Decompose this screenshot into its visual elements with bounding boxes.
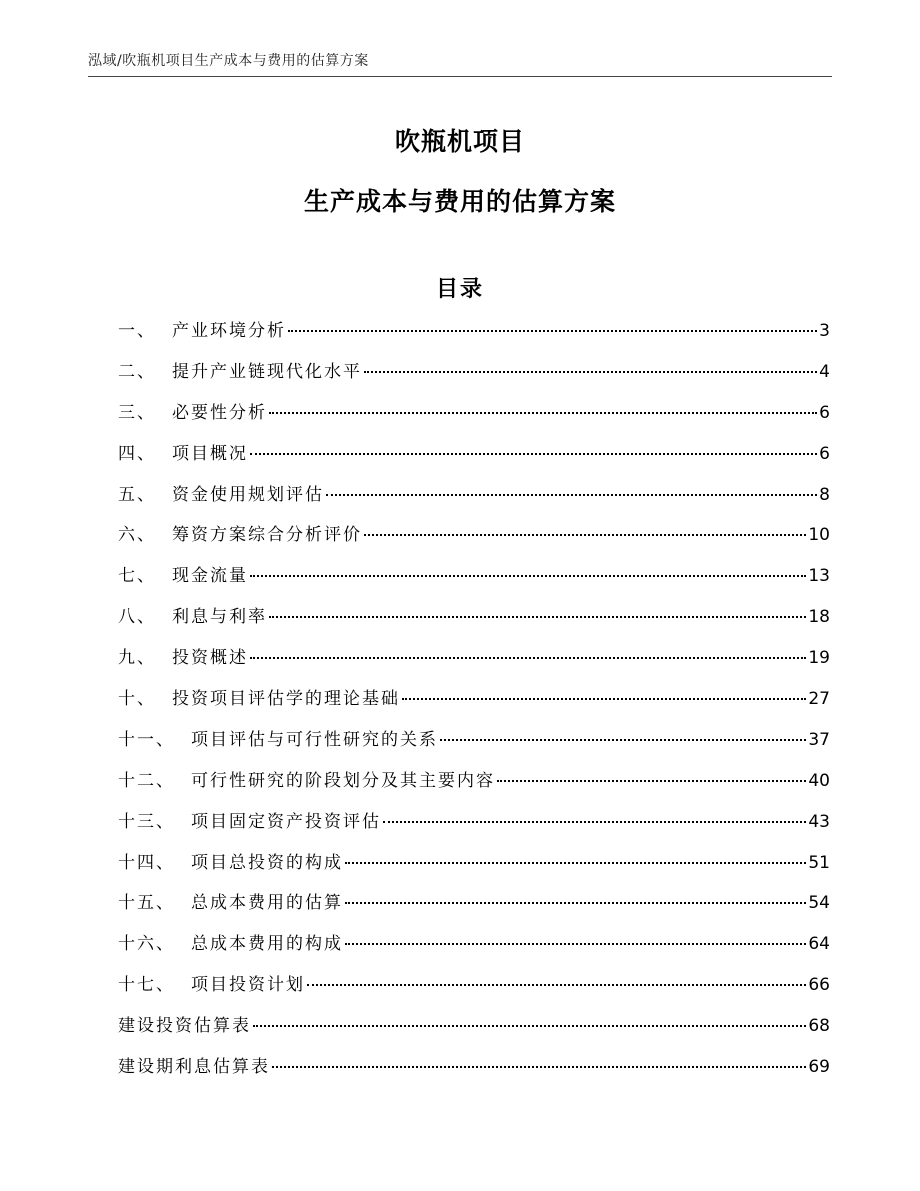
toc-dot-leader [250,453,817,455]
document-title-line-1: 吹瓶机项目 [394,127,525,156]
toc-dot-leader [497,780,806,782]
toc-entry-page: 4 [819,361,830,382]
toc-heading: 目录 [435,277,484,302]
toc-entry-title: 可行性研究的阶段划分及其主要内容 [191,770,495,791]
toc-entry-page: 18 [808,607,830,628]
toc-entry-number: 十三、 [118,811,175,832]
toc-entry-page: 8 [819,484,830,505]
toc-dot-leader [307,984,806,986]
toc-entry-page: 27 [808,689,830,710]
toc-entry-number: 十五、 [118,893,175,914]
toc-entry-title: 投资项目评估学的理论基础 [172,689,400,710]
toc-entry-page: 19 [808,648,830,669]
header-rule [88,76,832,77]
toc-dot-leader [364,371,817,373]
toc-entry-page: 6 [819,443,830,464]
toc-dot-leader [250,575,806,577]
toc-entry-number: 六、 [118,525,156,546]
toc-entry[interactable] [118,725,830,766]
toc-entry[interactable] [118,439,830,480]
toc-entry-number: 十二、 [118,770,175,791]
toc-dot-leader [272,1066,806,1068]
toc-entry-number: 七、 [118,566,156,587]
toc-entry[interactable] [118,643,830,684]
toc-entry[interactable] [118,561,830,602]
toc-entry[interactable] [118,684,830,725]
toc-entry-number: 十一、 [118,729,175,750]
toc-entry-title: 必要性分析 [172,402,267,423]
toc-dot-leader [326,494,817,496]
toc-entry[interactable] [118,888,830,929]
toc-entry-page: 40 [808,770,830,791]
toc-entry-number: 二、 [118,361,156,382]
toc-entry-title: 资金使用规划评估 [172,484,324,505]
toc-dot-leader [345,943,806,945]
toc-dot-leader [288,330,817,332]
toc-entry-number: 十六、 [118,934,175,955]
toc-dot-leader [269,616,806,618]
toc-entry[interactable] [118,929,830,970]
toc-entry-title: 项目投资计划 [191,975,305,996]
toc-dot-leader [440,739,806,741]
toc-entry-number: 一、 [118,321,156,341]
toc-entry-number: 五、 [118,484,156,505]
toc-entry-number: 十七、 [118,975,175,996]
toc-dot-leader [253,1025,806,1027]
toc-entry-page: 10 [808,525,830,546]
toc-dot-leader [345,902,806,904]
toc-entry-title: 项目评估与可行性研究的关系 [191,729,438,750]
toc-entry-page: 66 [808,975,830,996]
toc-entry-title: 现金流量 [172,566,248,587]
toc-entry-number: 九、 [118,648,156,669]
toc-entry-number: 十四、 [118,852,175,873]
toc-entry[interactable] [118,480,830,521]
toc-entry-title: 项目总投资的构成 [191,852,343,873]
document-title-line-2: 生产成本与费用的估算方案 [303,187,616,216]
toc-entry-number: 四、 [118,443,156,464]
toc-entry[interactable] [118,1011,830,1052]
toc-entry-page: 54 [808,893,830,914]
toc-entry[interactable] [118,848,830,889]
toc-entry-page: 37 [808,729,830,750]
toc-entry[interactable] [118,970,830,1011]
toc-entry-number: 八、 [118,607,156,628]
toc-entry-page: 69 [808,1057,830,1078]
toc-entry-title: 利息与利率 [172,607,267,628]
toc-entry-title: 项目固定资产投资评估 [191,811,381,832]
toc-entry-title: 建设投资估算表 [118,1016,251,1037]
toc-entry[interactable] [118,766,830,807]
toc-entry[interactable] [118,602,830,643]
toc-dot-leader [383,821,806,823]
toc-entry[interactable] [118,398,830,439]
toc-dot-leader [402,698,806,700]
toc-entry-title: 提升产业链现代化水平 [172,361,362,382]
toc-entry-page: 64 [808,934,830,955]
toc-entry-title: 总成本费用的估算 [191,893,343,914]
toc-entry-title: 投资概述 [172,648,248,669]
toc-entry-title: 项目概况 [172,443,248,464]
toc-entry-page: 68 [808,1016,830,1037]
toc-dot-leader [345,862,806,864]
running-header: 泓域/吹瓶机项目生产成本与费用的估算方案 [88,53,369,69]
toc-entry[interactable] [118,357,830,398]
toc-entry-page: 3 [819,321,830,341]
toc-dot-leader [364,534,806,536]
toc-entry[interactable] [118,520,830,561]
toc-entry-page: 43 [808,811,830,832]
toc-entry-title: 筹资方案综合分析评价 [172,525,362,546]
toc-dot-leader [269,412,817,414]
toc-entry-page: 51 [808,852,830,873]
toc-entry-number: 十、 [118,689,156,710]
table-of-contents [118,316,830,1093]
toc-entry[interactable] [118,316,830,357]
toc-entry-title: 产业环境分析 [172,321,286,341]
toc-entry-number: 三、 [118,402,156,423]
toc-entry-title: 建设期利息估算表 [118,1057,270,1078]
toc-dot-leader [250,657,806,659]
toc-entry[interactable] [118,1052,830,1093]
toc-entry-page: 6 [819,402,830,423]
toc-entry-title: 总成本费用的构成 [191,934,343,955]
toc-entry[interactable] [118,807,830,848]
toc-entry-page: 13 [808,566,830,587]
